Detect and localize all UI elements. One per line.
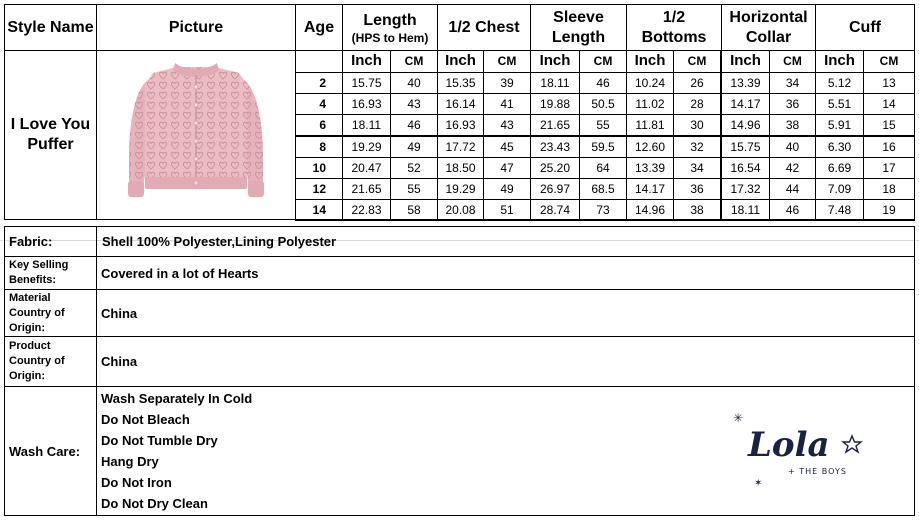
measurement-cell: 16.14: [437, 93, 484, 115]
measurement-cell: 19.88: [530, 93, 580, 115]
picture-cell: [96, 50, 296, 220]
measurement-cell: 34: [769, 72, 816, 94]
measurement-cell: 51: [483, 199, 531, 221]
measurement-cell: 39: [483, 72, 531, 94]
measurement-cell: 59.5: [579, 136, 627, 158]
jacket-image: [97, 51, 295, 219]
measurement-cell: 12.60: [626, 136, 674, 158]
measurement-cell: 32: [673, 136, 721, 158]
header-chest: 1/2 Chest: [437, 4, 531, 51]
header-style-name: Style Name: [4, 4, 97, 51]
measurement-cell: 23.43: [530, 136, 580, 158]
measurement-cell: 52: [390, 157, 438, 179]
measurement-cell: 15.35: [437, 72, 484, 94]
measurement-cell: 73: [579, 199, 627, 221]
measurement-cell: 49: [483, 178, 531, 200]
measurement-cell: 36: [769, 93, 816, 115]
measurement-cell: 13.39: [626, 157, 674, 179]
measurement-cell: 20.47: [342, 157, 391, 179]
measurement-cell: 42: [769, 157, 816, 179]
measurement-cell: 14.17: [626, 178, 674, 200]
measurement-cell: 16: [863, 136, 915, 158]
measurement-cell: 15.75: [342, 72, 391, 94]
subheader-cm: CM: [863, 50, 915, 73]
measurement-cell: 43: [390, 93, 438, 115]
measurement-cell: 16.93: [342, 93, 391, 115]
measurement-cell: 14.96: [721, 114, 770, 136]
measurement-cell: 10.24: [626, 72, 674, 94]
wash-care-item: Do Not Iron: [101, 475, 172, 490]
wash-care-item: Do Not Dry Clean: [101, 496, 208, 511]
wash-care-item: Hang Dry: [101, 454, 159, 469]
header-collar: Horizontal Collar: [721, 4, 816, 51]
measurement-cell: 19: [863, 199, 915, 221]
measurement-cell: 16.54: [721, 157, 770, 179]
age-cell: 14: [295, 199, 343, 221]
subheader-cm: CM: [579, 50, 627, 73]
subheader-cm: CM: [673, 50, 721, 73]
measurement-cell: 68.5: [579, 178, 627, 200]
measurement-cell: 14.17: [721, 93, 770, 115]
measurement-cell: 46: [769, 199, 816, 221]
measurement-cell: 14.96: [626, 199, 674, 221]
wash-care-item: Do Not Tumble Dry: [101, 433, 218, 448]
measurement-cell: 40: [769, 136, 816, 158]
measurement-cell: 43: [483, 114, 531, 136]
age-cell: 6: [295, 114, 343, 136]
measurement-cell: 46: [579, 72, 627, 94]
fabric-label: Fabric:: [4, 226, 97, 257]
svg-text:✳: ✳: [733, 411, 744, 425]
measurement-cell: 6.30: [815, 136, 864, 158]
subheader-inch: Inch: [342, 50, 391, 73]
measurement-cell: 17.32: [721, 178, 770, 200]
measurement-cell: 36: [673, 178, 721, 200]
measurement-cell: 18.50: [437, 157, 484, 179]
measurement-cell: 7.09: [815, 178, 864, 200]
measurement-cell: 15.75: [721, 136, 770, 158]
measurement-cell: 18: [863, 178, 915, 200]
logo-wordmark: Lola: [748, 425, 830, 465]
measurement-cell: 7.48: [815, 199, 864, 221]
material-origin-value: China: [96, 289, 915, 337]
measurement-cell: 19.29: [342, 136, 391, 158]
measurement-cell: 26: [673, 72, 721, 94]
measurement-cell: 64: [579, 157, 627, 179]
subheader-inch: Inch: [626, 50, 674, 73]
age-cell: 8: [295, 136, 343, 158]
header-length: Length (HPS to Hem): [342, 4, 438, 51]
subheader-cm: CM: [769, 50, 816, 73]
measurement-cell: 38: [673, 199, 721, 221]
measurement-cell: 14: [863, 93, 915, 115]
measurement-cell: 17.72: [437, 136, 484, 158]
measurement-cell: 21.65: [342, 178, 391, 200]
measurement-cell: 21.65: [530, 114, 580, 136]
key-selling-benefits-value: Covered in a lot of Hearts: [96, 256, 915, 290]
subheader-inch: Inch: [437, 50, 484, 73]
measurement-grid: [295, 50, 915, 220]
age-cell: 2: [295, 72, 343, 94]
subheader-cm: CM: [483, 50, 531, 73]
measurement-cell: 58: [390, 199, 438, 221]
measurement-cell: 18.11: [342, 114, 391, 136]
measurement-cell: 20.08: [437, 199, 484, 221]
brand-logo: [728, 408, 868, 488]
measurement-cell: 55: [390, 178, 438, 200]
measurement-cell: 18.11: [721, 199, 770, 221]
measurement-cell: 19.29: [437, 178, 484, 200]
age-cell: 12: [295, 178, 343, 200]
measurement-cell: 44: [769, 178, 816, 200]
measurement-cell: 22.83: [342, 199, 391, 221]
measurement-cell: 11.81: [626, 114, 674, 136]
measurement-cell: 38: [769, 114, 816, 136]
subheader-age-blank: [295, 50, 343, 73]
header-sleeve: Sleeve Length: [530, 4, 627, 51]
wash-care-item: Wash Separately In Cold: [101, 391, 253, 406]
measurement-cell: 5.51: [815, 93, 864, 115]
header-age: Age: [295, 4, 343, 51]
lola-logo-mark: [728, 408, 868, 488]
measurement-cell: 41: [483, 93, 531, 115]
subheader-inch: Inch: [530, 50, 580, 73]
key-selling-benefits-label: Key Selling Benefits:: [4, 256, 97, 290]
wash-care-label: Wash Care:: [4, 386, 97, 516]
measurement-cell: 25.20: [530, 157, 580, 179]
measurement-cell: 50.5: [579, 93, 627, 115]
measurement-cell: 40: [390, 72, 438, 94]
material-origin-label: Material Country of Origin:: [4, 289, 97, 337]
measurement-cell: 15: [863, 114, 915, 136]
measurement-cell: 17: [863, 157, 915, 179]
product-origin-label: Product Country of Origin:: [4, 336, 97, 387]
subheader-inch: Inch: [721, 50, 770, 73]
measurement-cell: 26.97: [530, 178, 580, 200]
subheader-inch: Inch: [815, 50, 864, 73]
fabric-value: Shell 100% Polyester,Lining Polyester: [96, 226, 915, 257]
age-cell: 4: [295, 93, 343, 115]
header-picture: Picture: [96, 4, 296, 51]
measurement-cell: 13: [863, 72, 915, 94]
header-cuff: Cuff: [815, 4, 915, 51]
measurement-cell: 13.39: [721, 72, 770, 94]
measurement-cell: 5.91: [815, 114, 864, 136]
style-name: I Love You Puffer: [4, 50, 97, 220]
measurement-cell: 11.02: [626, 93, 674, 115]
measurement-cell: 46: [390, 114, 438, 136]
measurement-cell: 28: [673, 93, 721, 115]
measurement-cell: 34: [673, 157, 721, 179]
wash-care-item: Do Not Bleach: [101, 412, 190, 427]
measurement-cell: 18.11: [530, 72, 580, 94]
measurement-cell: 28.74: [530, 199, 580, 221]
measurement-cell: 47: [483, 157, 531, 179]
measurement-cell: 55: [579, 114, 627, 136]
subheader-cm: CM: [390, 50, 438, 73]
measurement-cell: 5.12: [815, 72, 864, 94]
logo-tagline: + THE BOYS: [788, 467, 847, 476]
product-origin-value: China: [96, 336, 915, 387]
svg-text:✶: ✶: [754, 478, 763, 488]
header-bottoms: 1/2 Bottoms: [626, 4, 722, 51]
measurement-cell: 16.93: [437, 114, 484, 136]
measurement-cell: 6.69: [815, 157, 864, 179]
age-cell: 10: [295, 157, 343, 179]
measurement-cell: 45: [483, 136, 531, 158]
measurement-cell: 30: [673, 114, 721, 136]
measurement-cell: 49: [390, 136, 438, 158]
